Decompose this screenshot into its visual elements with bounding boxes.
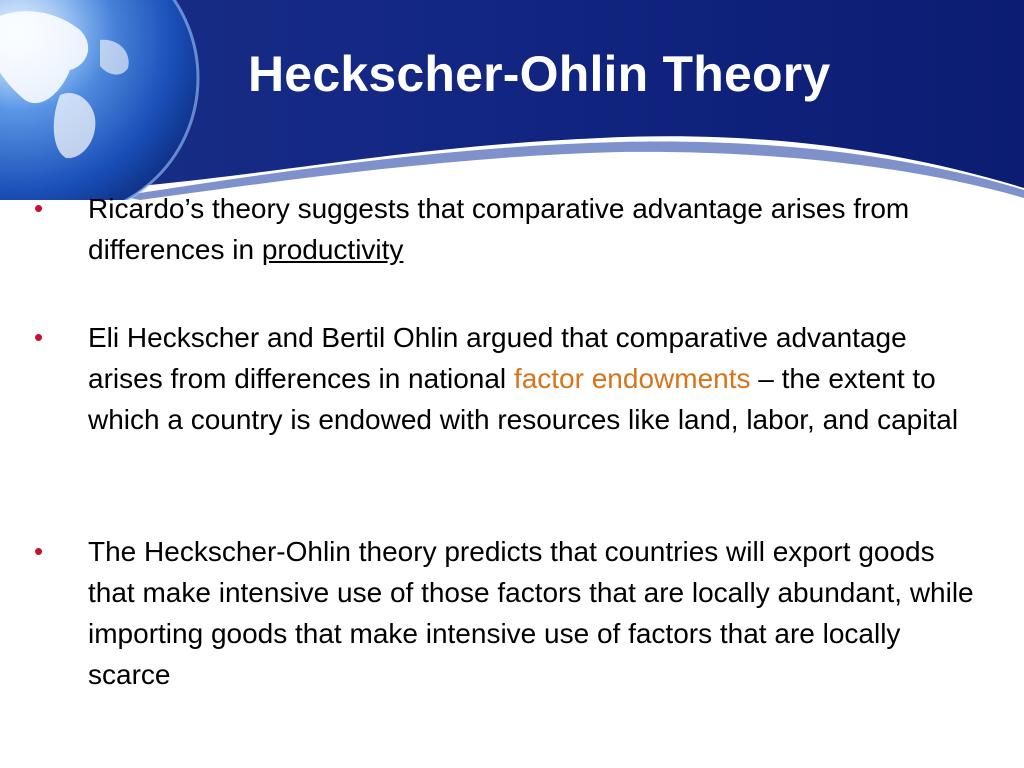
bullet-text-segment: Eli Heckscher and Bertil Ohlin argued that comparative advantage arises from differences in national (88, 322, 907, 394)
highlighted-term: factor endowments (513, 363, 751, 394)
bullet-text (88, 317, 978, 440)
bullet-text-segment: Ricardo’s theory suggests that comparative advantage arises from differences in (88, 193, 910, 265)
bullet-text (88, 188, 978, 270)
bullet-text-segment: – the extent to which a country is endowed with resources like land, labor, and capital (88, 363, 959, 435)
bullet-marker: • (34, 536, 44, 566)
bullet-marker: • (34, 322, 44, 352)
underlined-term: productivity (261, 234, 404, 265)
bullet-text: The Heckscher-Ohlin theory predicts that countries will export goods that make intensive use of those factors that are locally abundant, while importing goods that make intensive use of factors that are locally scarce (88, 536, 974, 690)
slide-title: Heckscher-Ohlin Theory (248, 46, 831, 102)
bullet-marker: • (34, 193, 44, 223)
